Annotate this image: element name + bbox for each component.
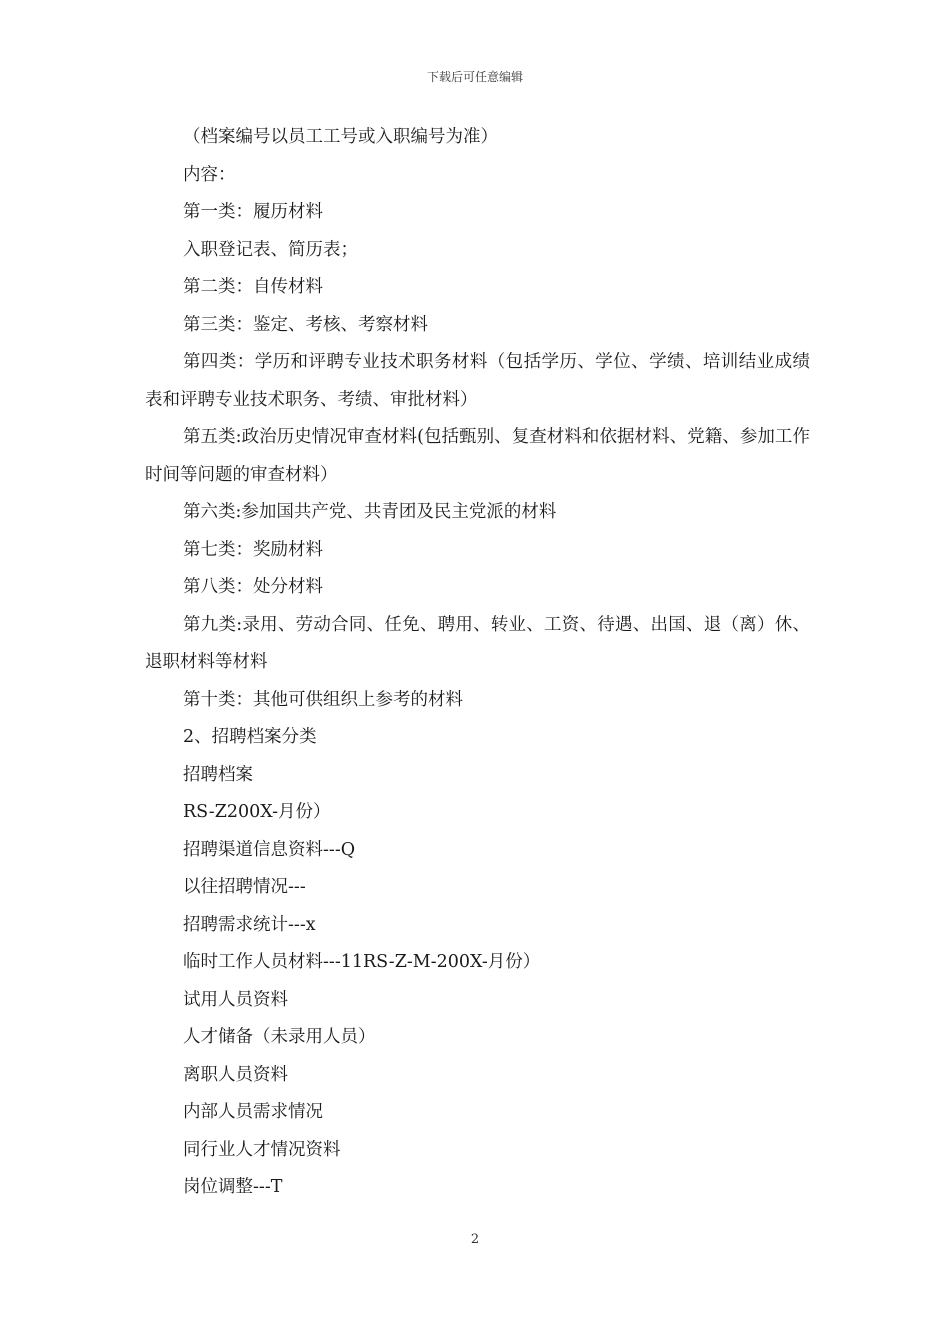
section-heading-recruitment: 2、招聘档案分类: [183, 727, 317, 747]
list-item: 离职人员资料: [183, 1064, 288, 1085]
paragraph-category-8: 第八类：处分材料: [183, 577, 323, 597]
paragraph-archive-number-note: （档案编号以员工工号或入职编号为准）: [183, 127, 498, 147]
list-item: 以往招聘情况---: [183, 877, 306, 897]
document-body: [145, 119, 810, 1207]
list-item: 同行业人才情况资料: [183, 1139, 341, 1160]
list-item: 招聘需求统计---x: [183, 914, 316, 935]
paragraph-category-1-detail: 入职登记表、简历表；: [183, 239, 358, 260]
paragraph-category-1: 第一类：履历材料: [183, 202, 323, 222]
list-item: 岗位调整---T: [183, 1177, 283, 1197]
list-item: RS-Z200X-月份）: [183, 802, 331, 822]
paragraph-category-10: 第十类：其他可供组织上参考的材料: [183, 689, 463, 710]
list-item: 招聘档案: [183, 764, 253, 785]
paragraph-category-3: 第三类：鉴定、考核、考察材料: [183, 314, 428, 335]
paragraph-category-2: 第二类：自传材料: [183, 277, 323, 297]
list-item: 招聘渠道信息资料---Q: [183, 839, 356, 860]
paragraph-category-9: 第九类:录用、劳动合同、任免、聘用、转业、工资、待遇、出国、退（离）休、退职材料等材料: [145, 614, 810, 672]
paragraph-category-6: 第六类:参加国共产党、共青团及民主党派的材料: [183, 502, 557, 522]
list-item: 人才储备（未录用人员）: [183, 1027, 376, 1047]
paragraph-category-7: 第七类：奖励材料: [183, 539, 323, 560]
list-item: 内部人员需求情况: [183, 1102, 323, 1122]
paragraph-content-heading: 内容：: [183, 164, 236, 185]
list-item: 试用人员资料: [183, 989, 288, 1010]
paragraph-category-4: 第四类：学历和评聘专业技术职务材料（包括学历、学位、学绩、培训结业成绩表和评聘专业技术职务、考绩、审批材料）: [145, 352, 810, 410]
page-number: 2: [470, 1232, 480, 1247]
paragraph-category-5: 第五类:政治历史情况审查材料(包括甄别、复查材料和依据材料、党籍、参加工作时间等问题的审查材料）: [145, 427, 810, 485]
page-header: 下载后可任意编辑: [426, 70, 523, 84]
list-item: 临时工作人员材料---11RS-Z-M-200X-月份）: [183, 952, 541, 972]
